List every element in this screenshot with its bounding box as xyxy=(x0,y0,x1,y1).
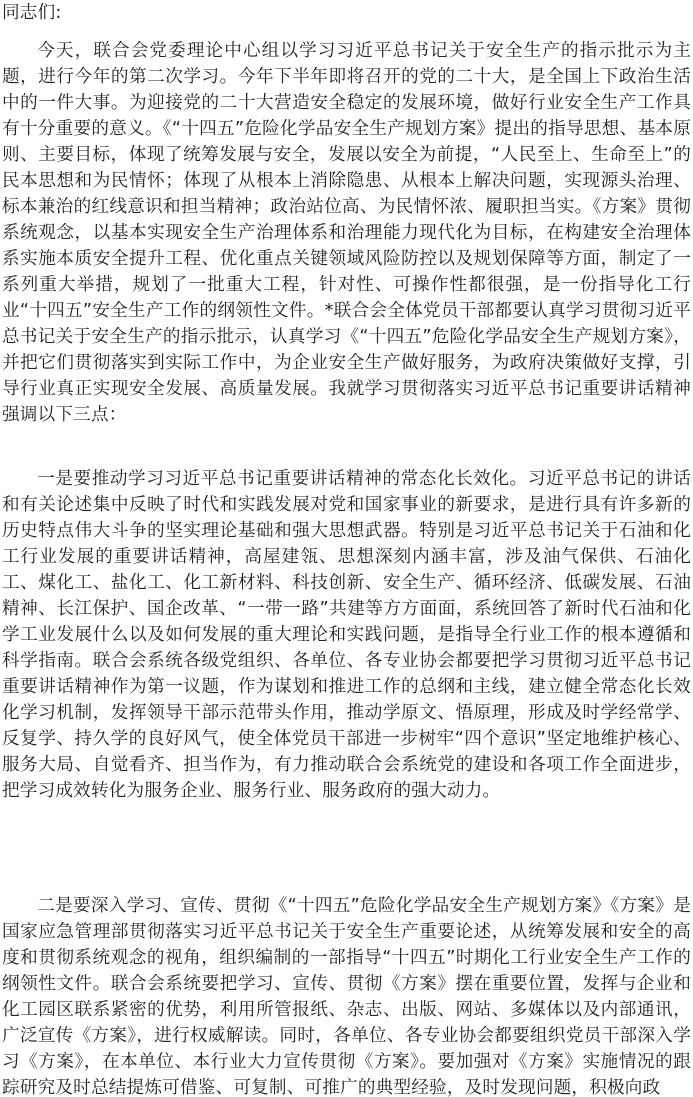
paragraph-intro: 今天，联合会党委理论中心组以学习习近平总书记关于安全生产的指示批示为主题，进行今年的第二次学习。今年下半年即将召开的党的二十大，是全国上下政治生活中的一件大事。为迎接党的二十大营造安全稳定的发展环境，做好行业安全生产工作具有十分重要的意义。《“十四五”危险化学品安全生产规划方案》提出的指导思想、基本原则、主要目标，体现了统筹发展与安全，发展以安全为前提，“人民至上、生命至上”的民本思想和为民情怀；体现了从根本上消除隐患、从根本上解决问题，实现源头治理、标本兼治的红线意识和担当精神；政治站位高、为民情怀浓、履职担当实。《方案》贯彻系统观念，以基本实现安全生产治理体系和治理能力现代化为目标，在构建安全治理体系实施本质安全提升工程、优化重点关键领域风险防控以及规划保障等方面，制定了一系列重大举措，规划了一批重大工程，针对性、可操作性都很强，是一份指导化工行业“十四五”安全生产工作的纲领性文件。*联合会全体党员干部都要认真学习贯彻习近平总书记关于安全生产的指示批示，认真学习《“十四五”危险化学品安全生产规划方案》，并把它们贯彻落实到实际工作中，为企业安全生产做好服务，为政府决策做好支撑，引导行业真正实现安全发展、高质量发展。我就学习贯彻落实习近平总书记重要讲话精神强调以下三点： xyxy=(2,41,691,425)
paragraph-point-one: 一是要推动学习习近平总书记重要讲话精神的常态化长效化。习近平总书记的讲话和有关论述集中反映了时代和实践发展对党和国家事业的新要求，是进行具有许多新的历史特点伟大斗争的坚实理论基础和强大思想武器。特别是习近平总书记关于石油和化工行业发展的重要讲话精神，高屋建瓴、思想深刻内涵丰富，涉及油气保供、石油化工、煤化工、盐化工、化工新材料、科技创新、安全生产、循环经济、低碳发展、石油精神、长江保护、国企改革、“一带一路”共建等方方面面，系统回答了新时代石油和化学工业发展什么以及如何发展的重大理论和实践问题，是指导全行业工作的根本遵循和科学指南。联合会系统各级党组织、各单位、各专业协会都要把学习贯彻习近平总书记重要讲话精神作为第一议题，作为谋划和推进工作的总纲和主线，建立健全常态化长效化学习机制，发挥领导干部示范带头作用，推动学原文、悟原理，形成及时学经常学、反复学、持久学的良好风气，使全体党员干部进一步树牢“四个意识”坚定地维护核心、服务大局、自觉看齐、担当作为，有力推动联合会系统党的建设和各项工作全面进步，把学习成效转化为服务企业、服务行业、服务政府的强大动力。 xyxy=(2,469,691,801)
greeting: 同志们: xyxy=(2,3,62,23)
paragraph-point-two: 二是要深入学习、宣传、贯彻《“十四五”危险化学品安全生产规划方案》《方案》是国家应急管理部贯彻落实习近平总书记关于安全生产重要论述，从统筹发展和安全的高度和贯彻系统观念的视角，组织编制的一部指导“十四五”时期化工行业安全生产工作的纲领性文件。联合会系统要把学习、宣传、贯彻《方案》摆在重要位置，发挥与企业和化工园区联系紧密的优势，利用所管报纸、杂志、出版、网站、多媒体以及内部通讯，广泛宣传《方案》，进行权威解读。同时，各单位、各专业协会都要组织党员干部深入学习《方案》，在本单位、本行业大力宣传贯彻《方案》。要加强对《方案》实施情况的跟踪研究及时总结提炼可借鉴、可复制、可推广的典型经验，及时发现问题，积极向政 xyxy=(2,896,691,1097)
